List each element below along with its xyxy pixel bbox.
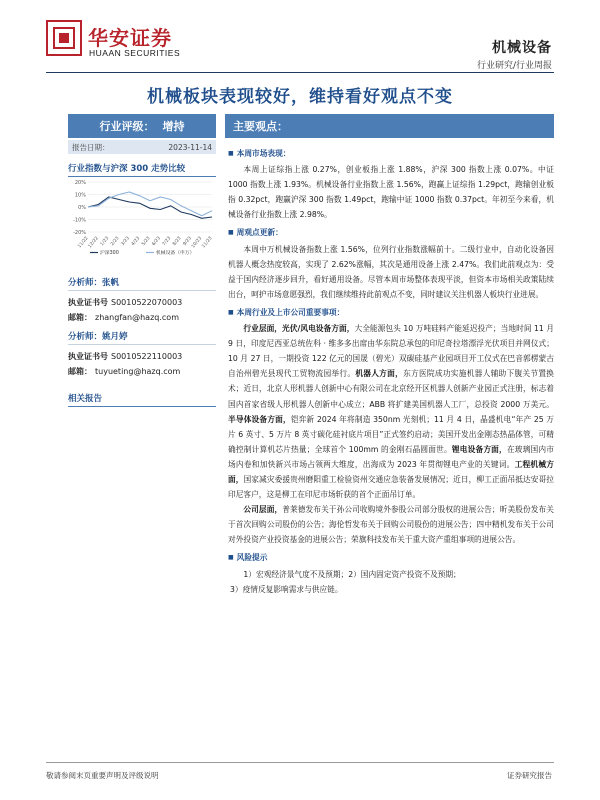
view-paragraph: 本周中万机械设备指数上涨 1.56%，位列行业指数涨幅前十。二级行业中，自动化设备因机器人概念热度较高，实现了 2.62%涨幅，其次是通用设备上涨 2.47%。我们此前观点为：受益于国内经济逐步回升，看好通用设备。尽管本周市场整体表现平淡，但资本市场相关政策陆续出台，呵护市场意愿强烈，我们继续维持此前观点不变，同时建议关注机器人板块行业进展。	[228, 244, 554, 299]
main-points-body	[228, 146, 554, 597]
email-label: 邮箱：	[68, 367, 92, 376]
legend-label: 机械设备（申万）	[156, 251, 195, 256]
email-link[interactable]: zhangfan@hazq.com	[95, 313, 179, 322]
license-label: 执业证书号	[68, 352, 108, 361]
x-tick-label: 8/23	[172, 236, 183, 248]
market-paragraph: 本周上证综指上涨 0.27%，创业板指上涨 1.88%，沪深 300 指数上涨 0.07%。中证 1000 指数上涨 1.93%。机械设备行业指数上涨 1.56%，跑赢上证综指 1.29pct，跑输创业板指 0.32pct，跑赢沪深 300 指数 1.49pct，跑输中证 1000 指数 0.37pct。年初至今来看，机械设备行业指数上涨 2.98%。	[228, 165, 554, 220]
x-tick-label: 1/23	[99, 236, 111, 248]
x-tick-label: 12/22	[87, 236, 100, 250]
risk-heading: ■ 风险提示	[228, 550, 554, 566]
analyst-name: 张帆	[102, 278, 120, 288]
analyst-heading	[68, 276, 216, 291]
license-row	[68, 349, 216, 364]
semi-text: 铠弈新 2024 年将制造 350nm 光刻机；11 月 4 日，晶盛机电“年产 25 万片 6 英寸、5 万片 8 英寸碳化硅衬底片项目”正式签约启动；美国开发出金刚态热晶体管，可精确控制计算机芯片热量；全球首个 100mm 的金刚石晶圆面世。	[228, 414, 554, 454]
y-tick-label: 20%	[74, 180, 86, 186]
risk-line-2: 3）疫情反复影响需求与供应链。	[230, 584, 343, 594]
brand-name-en: HUAAN SECURITIES	[89, 48, 181, 58]
x-tick-label: 2/23	[110, 236, 121, 248]
robot-lead: 机器人方面，	[355, 369, 404, 379]
x-tick-label: 4/23	[130, 236, 142, 248]
chart-section-title: 行业指数与沪深 300 走势比较	[68, 162, 216, 177]
industry-lead: 行业层面，光伏/风电设备方面，	[243, 324, 355, 334]
company-lead: 公司层面，	[243, 505, 283, 515]
license-number: S0010522070003	[111, 298, 183, 307]
x-tick-label: 11/22	[77, 236, 90, 250]
analyst-title: 分析师：	[68, 332, 103, 342]
robot-text: 东方医院成功实施机器人辅助下腹关节置换术；近日，北京人形机器人创新中心有限公司在北京经开区机器人创新产业园正式注册，标志着国内首家省级人形机器人创新中心成立；ABB 将扩建美国机器人工厂，总投资 2000 万美元。	[228, 369, 554, 409]
view-heading: ■ 周观点更新：	[228, 225, 554, 241]
email-row	[68, 364, 216, 379]
report-date-label: 报告日期：	[72, 142, 110, 152]
x-tick-label: 7/23	[161, 236, 173, 248]
related-reports-title: 相关报告	[68, 392, 216, 407]
main-points-title: 主要观点：	[233, 120, 288, 133]
email-label: 邮箱：	[68, 313, 92, 322]
report-date-row	[68, 140, 216, 154]
x-tick-label: 10/23	[191, 236, 204, 250]
construction-text: 国家减灾委援贵州磨阳重工检验资州交通应急装备发展情况；近日，柳工正面吊抵达安哥拉印尼客户，这是柳工在印尼市场斩获的首个正面吊订单。	[228, 474, 554, 500]
news-heading: ■ 本周行业及上市公司重要事项：	[228, 305, 554, 321]
y-tick-label: 0%	[78, 205, 86, 211]
rating-value: 增持	[162, 120, 185, 133]
rating-label: 行业评级：	[99, 120, 155, 133]
brand-logo-icon	[46, 20, 82, 56]
footer-disclaimer: 敬请参阅末页重要声明及评级说明	[46, 771, 159, 780]
x-tick-label: 11/23	[201, 236, 214, 250]
page-header	[0, 0, 600, 72]
main-points-banner	[225, 114, 554, 138]
report-title: 机械板块表现较好，维持看好观点不变	[147, 87, 453, 107]
battery-text: 在玻璃国内市场内卷和加快新兴市场占领两大维度，出海成为 2023 年贯彻锂电产业的关键词。	[228, 444, 554, 469]
battery-lead: 锂电设备方面，	[451, 444, 507, 454]
semi-lead: 半导体设备方面，	[228, 414, 291, 424]
header-divider	[46, 72, 554, 73]
legend-label: 沪深300	[100, 251, 119, 256]
x-tick-label: 3/23	[120, 236, 131, 248]
risk-line-1: 1）宏观经济景气度不及预期；2）国内固定资产投资不及预期；	[243, 569, 461, 579]
footer-report-label: 证券研究报告	[507, 771, 552, 780]
x-tick-label: 5/23	[141, 236, 152, 248]
construction-lead: 工程机械方面，	[228, 459, 554, 484]
y-tick-label: -20%	[73, 230, 86, 236]
y-tick-label: 10%	[74, 192, 86, 199]
rating-banner	[68, 114, 216, 138]
analyst-card-1	[68, 276, 216, 325]
industry-pv-text: 大全能源包头 10 万吨硅料产能延迟投产；当地时间 11 月 9 日，印度尼西亚总统佐科 · 维多多出席由华东院总承包的印尼奇拉塔漂浮光伏项目并网仪式；10 月 27 日，一期投资 122 亿元的国晟（碧光）双碳硅基产业园项目开工仪式在巴音郭楞蒙古自治州碧光县现代工贸物流园举行。	[228, 324, 554, 379]
x-tick-label: 6/23	[151, 236, 162, 248]
footer-divider	[46, 762, 554, 763]
chart-svg	[68, 178, 216, 258]
company-paragraph	[228, 502, 554, 547]
x-tick-label: 9/23	[182, 236, 193, 248]
y-tick-label: -10%	[73, 217, 86, 224]
industry-paragraph	[228, 321, 554, 502]
email-link[interactable]: tuyueting@hazq.com	[95, 367, 181, 376]
license-row	[68, 295, 216, 310]
analyst-card-2	[68, 330, 216, 379]
analyst-heading	[68, 330, 216, 345]
analyst-name: 姚月婷	[102, 332, 128, 342]
brand-name-cn: 华安证券	[88, 26, 172, 50]
index-comparison-chart	[68, 178, 216, 258]
analyst-title: 分析师：	[68, 278, 103, 288]
email-row	[68, 310, 216, 325]
report-type: 行业研究/行业周报	[476, 61, 552, 71]
report-date-value: 2023-11-14	[168, 142, 212, 152]
company-text: 普莱德发布关于孙公司收购境外参股公司部分股权的进展公告；昕美股份发布关于首次回购公司股份的公告；海伦哲发布关于回购公司股份的进展公告；四中精机发布关于公司对外投资产业投资基金的进展公告；荣旗科技发布关于重大资产重组事项的进展公告。	[228, 505, 554, 545]
license-number: S0010522110003	[111, 352, 183, 361]
sector-label: 机械设备	[492, 40, 552, 56]
series-line-2	[88, 192, 212, 216]
market-heading: ■ 本周市场表现：	[228, 146, 554, 162]
license-label: 执业证书号	[68, 298, 108, 307]
